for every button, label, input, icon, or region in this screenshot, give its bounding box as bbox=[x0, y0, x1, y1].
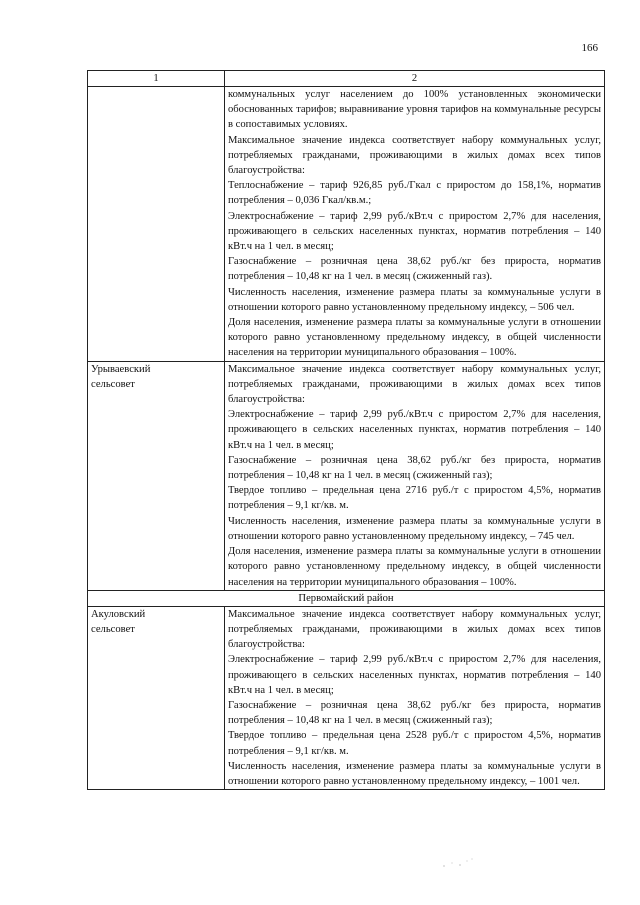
municipality-name-cell bbox=[88, 606, 225, 789]
municipality-name-cell bbox=[88, 361, 225, 590]
description-paragraph: Доля населения, изменение размера платы за коммунальные услуги в отношении которого равно установленному предельному индексу, в общей численности населения на территории муниципального образования – 100%. bbox=[228, 546, 601, 588]
description-paragraph: Максимальное значение индекса соответствует набору коммунальных услуг, потребляемых гражданами, проживающими в жилых домах всех типов благоустройства: bbox=[228, 363, 601, 406]
description-paragraph: Твердое топливо – предельная цена 2528 руб./т с приростом 4,5%, норматив потребления – 9,1 кг/кв. м. bbox=[228, 730, 601, 757]
description-paragraph: Максимальное значение индекса соответствует набору коммунальных услуг, потребляемых гражданами, проживающими в жилых домах всех типов благоустройства: bbox=[228, 608, 601, 651]
description-paragraph: Электроснабжение – тариф 2,99 руб./кВт.ч с приростом 2,7% для населения, проживающего в сельских населенных пунктах, норматив потребления – 140 кВт.ч на 1 чел. в месяц; bbox=[228, 210, 601, 253]
municipality-name-line: сельсовет bbox=[91, 623, 135, 635]
description-paragraph: Электроснабжение – тариф 2,99 руб./кВт.ч с приростом 2,7% для населения, проживающего в сельских населенных пунктах, норматив потребления – 140 кВт.ч на 1 чел. в месяц; bbox=[228, 409, 601, 451]
column-header-1: 1 bbox=[88, 71, 225, 87]
description-paragraph: Газоснабжение – розничная цена 38,62 руб./кг без прироста, норматив потребления – 10,48 кг на 1 чел. в месяц (сжиженный газ). bbox=[228, 256, 601, 283]
description-paragraph: Численность населения, изменение размера платы за коммунальные услуги в отношении которого равно установленному предельному индексу, – 506 чел. bbox=[228, 286, 601, 313]
description-paragraph: Численность населения, изменение размера платы за коммунальные услуги в отношении которого равно установленному предельному индексу, – 1001 чел. bbox=[228, 760, 601, 787]
section-title: Первомайский район bbox=[88, 590, 605, 606]
table-header-row bbox=[88, 71, 605, 87]
municipality-name-cell bbox=[88, 87, 225, 362]
description-paragraph: Максимальное значение индекса соответствует набору коммунальных услуг, потребляемых гражданами, проживающими в жилых домах всех типов благоустройства: bbox=[228, 134, 601, 177]
section-row bbox=[88, 590, 605, 606]
column-header-2: 2 bbox=[225, 71, 605, 87]
description-cell bbox=[225, 606, 605, 789]
description-paragraph: Численность населения, изменение размера платы за коммунальные услуги в отношении которого равно установленному предельному индексу, – 745 чел. bbox=[228, 515, 601, 542]
description-paragraph: Газоснабжение – розничная цена 38,62 руб./кг без прироста, норматив потребления – 10,48 кг на 1 чел. в месяц (сжиженный газ); bbox=[228, 454, 601, 482]
description-paragraph: Доля населения, изменение размера платы за коммунальные услуги в отношении которого равно установленному предельному индексу, в общей численности населения на территории муниципального образования – 100%. bbox=[228, 317, 601, 359]
description-paragraph: Электроснабжение – тариф 2,99 руб./кВт.ч с приростом 2,7% для населения, проживающего в сельских населенных пунктах, норматив потребления – 140 кВт.ч на 1 чел. в месяц; bbox=[228, 654, 601, 696]
description-paragraph: Твердое топливо – предельная цена 2716 руб./т с приростом 4,5%, норматив потребления – 9,1 кг/кв. м. bbox=[228, 485, 601, 512]
municipality-name-line: сельсовет bbox=[91, 378, 135, 390]
table-row bbox=[88, 87, 605, 362]
table-body bbox=[88, 87, 605, 790]
description-cell bbox=[225, 87, 605, 362]
municipality-name-line: Акуловский bbox=[91, 608, 146, 620]
page-number: 166 bbox=[581, 42, 598, 54]
description-paragraph: Газоснабжение – розничная цена 38,62 руб./кг без прироста, норматив потребления – 10,48 кг на 1 чел. в месяц (сжиженный газ); bbox=[228, 699, 601, 727]
table-row bbox=[88, 361, 605, 590]
description-paragraph: Теплоснабжение – тариф 926,85 руб./Гкал с приростом до 158,1%, норматив потребления – 0,036 Гкал/кв.м.; bbox=[228, 180, 601, 207]
table-row bbox=[88, 606, 605, 789]
municipality-name-line: Урываевский bbox=[91, 363, 151, 375]
scan-speck bbox=[440, 856, 476, 870]
description-paragraph: коммунальных услуг населением до 100% установленных экономически обоснованных тарифов; выравнивание уровня тарифов на коммунальные ресурсы в сопоставимых условиях. bbox=[228, 89, 601, 131]
tariff-table bbox=[87, 70, 605, 790]
description-cell bbox=[225, 361, 605, 590]
